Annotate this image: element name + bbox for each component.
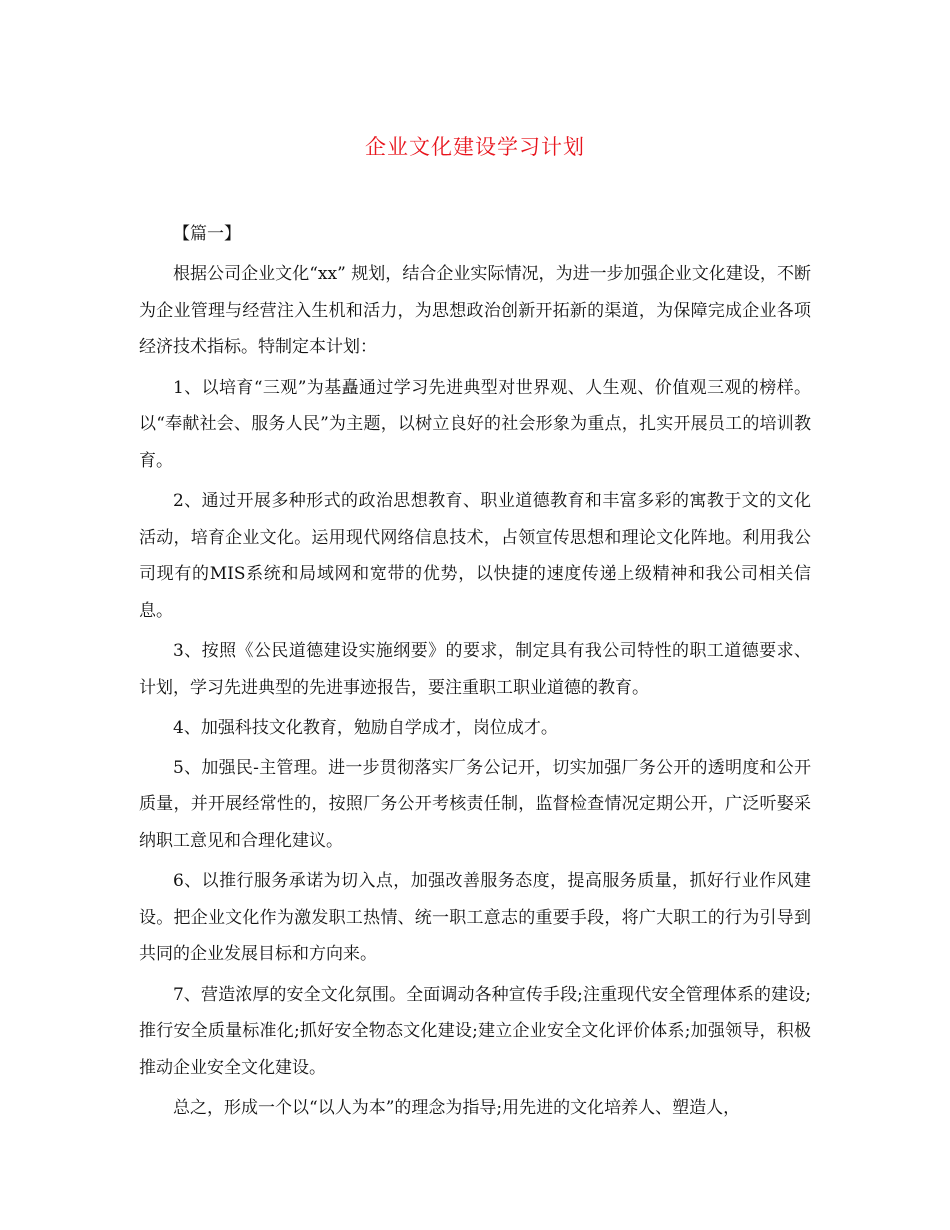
paragraph-summary: 总之，形成一个以“以人为本”的理念为指导;用先进的文化培养人、塑造人， — [173, 1098, 741, 1118]
paragraph-item-7: 7、营造浓厚的安全文化氛围。全面调动各种宣传手段;注重现代安全管理体系的建设;推行安全质量标准化;抓好安全物态文化建设;建立企业安全文化评价体系;加强领导，积极推动企业安全文化建设。 — [139, 984, 811, 1078]
paragraph-intro: 根据公司企业文化“xx” 规划，结合企业实际情况，为进一步加强企业文化建设，不断为企业管理与经营注入生机和活力，为思想政治创新开拓新的渠道，为保障完成企业各项经济技术指标。特制定本计划： — [139, 264, 811, 358]
document-title: 企业文化建设学习计划 — [365, 135, 585, 159]
section-heading: 【篇一】 — [173, 224, 241, 244]
paragraph-item-6: 6、以推行服务承诺为切入点，加强改善服务态度，提高服务质量，抓好行业作风建设。把企业文化作为激发职工热情、统一职工意志的重要手段，将广大职工的行为引导到共同的企业发展目标和方向来。 — [139, 871, 811, 965]
document-body — [139, 216, 811, 1130]
paragraph-item-2: 2、通过开展多种形式的政治思想教育、职业道德教育和丰富多彩的寓教于文的文化活动，培育企业文化。运用现代网络信息技术，占领宣传思想和理论文化阵地。利用我公司现有的MIS系统和局域网和宽带的优势，以快捷的速度传递上级精神和我公司相关信息。 — [139, 490, 811, 621]
paragraph-item-3: 3、按照《公民道德建设实施纲要》的要求，制定具有我公司特性的职工道德要求、计划，学习先进典型的先进事迹报告，要注重职工职业道德的教育。 — [139, 640, 811, 698]
paragraph-item-4: 4、加强科技文化教育，勉励自学成才，岗位成才。 — [173, 717, 558, 738]
paragraph-item-1: 1、以培育“三观”为基矗通过学习先进典型对世界观、人生观、价值观三观的榜样。以“奉献社会、服务人民”为主题，以树立良好的社会形象为重点，扎实开展员工的培训教育。 — [139, 377, 811, 471]
paragraph-item-5: 5、加强民-主管理。进一步贯彻落实厂务公记开，切实加强厂务公开的透明度和公开质量，并开展经常性的，按照厂务公开考核责任制，监督检查情况定期公开，广泛听娶采纳职工意见和合理化建议。 — [139, 757, 811, 852]
